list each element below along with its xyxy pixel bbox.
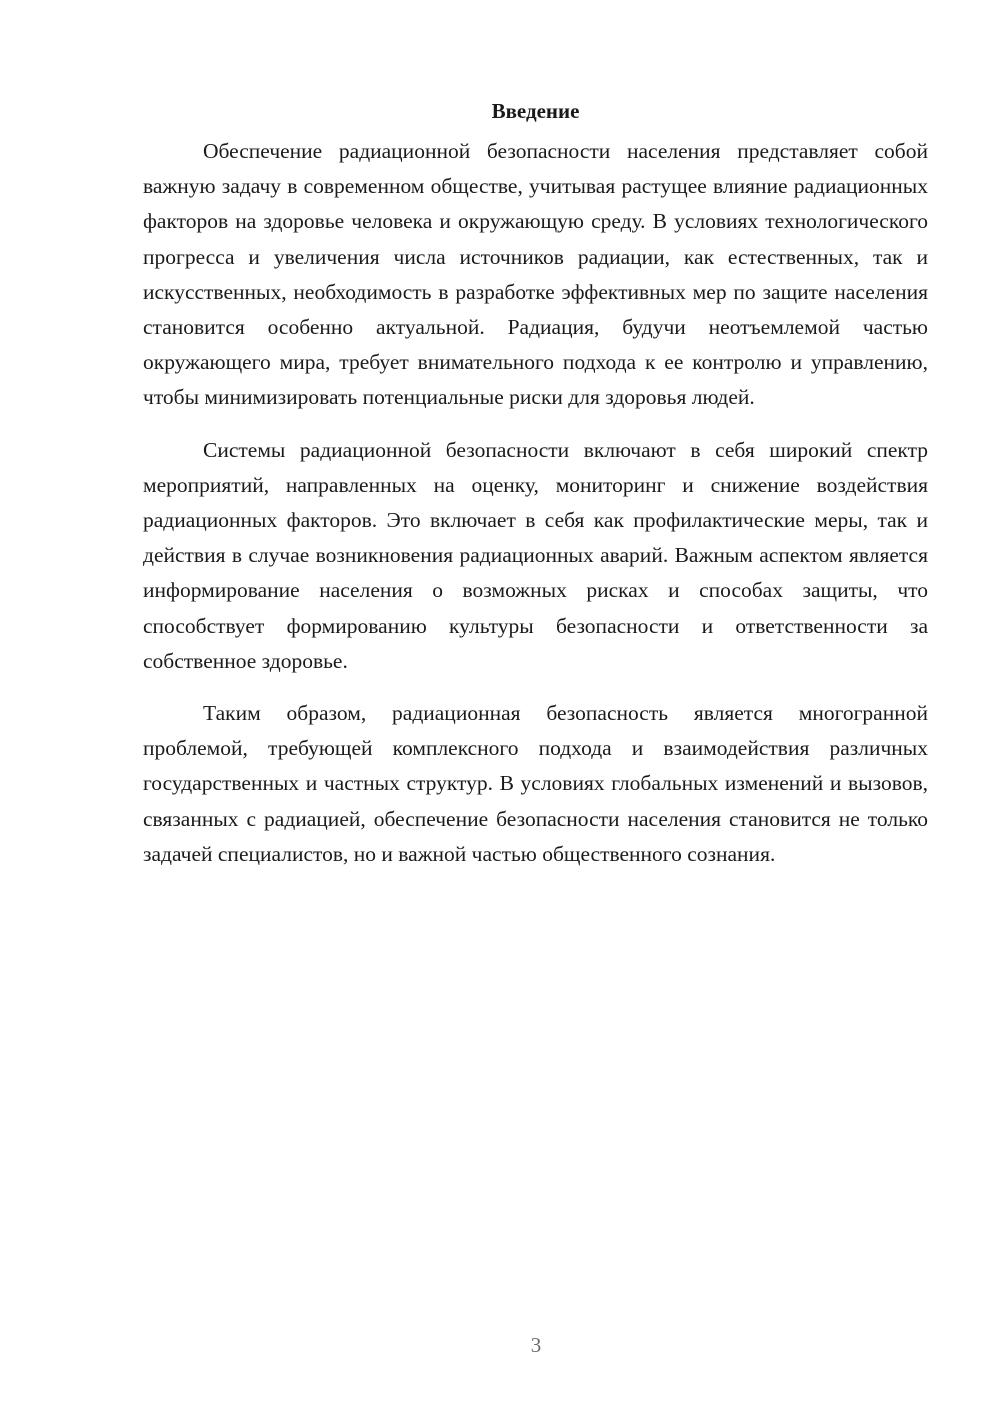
paragraph-intro: Обеспечение радиационной безопасности населения представляет собой важную задачу в современном обществе, учитывая растущее влияние радиационных факторов на здоровье человека и окружающую среду. В условиях технологического прогресса и увеличения числа источников радиации, как естественных, так и искусственных, необходимость в разработке эффективных мер по защите населения становится особенно актуальной. Радиация, будучи неотъемлемой частью окружающего мира, требует внимательного подхода к ее контролю и управлению, чтобы минимизировать потенциальные риски для здоровья людей.	[143, 139, 928, 410]
page-number: 3	[530, 1333, 542, 1357]
paragraph-conclusion: Таким образом, радиационная безопасность является многогранной проблемой, требующей комплексного подхода и взаимодействия различных государственных и частных структур. В условиях глобальных изменений и вызовов, связанных с радиацией, обеспечение безопасности населения становится не только задачей специалистов, но и важной частью общественного сознания.	[143, 701, 928, 866]
paragraph-systems: Системы радиационной безопасности включают в себя широкий спектр мероприятий, направленных на оценку, мониторинг и снижение воздействия радиационных факторов. Это включает в себя как профилактические меры, так и действия в случае возникновения радиационных аварий. Важным аспектом является информирование населения о возможных рисках и способах защиты, что способствует формированию культуры безопасности и ответственности за собственное здоровье.	[143, 437, 928, 673]
page-content	[143, 96, 928, 889]
section-heading: Введение	[491, 99, 580, 123]
